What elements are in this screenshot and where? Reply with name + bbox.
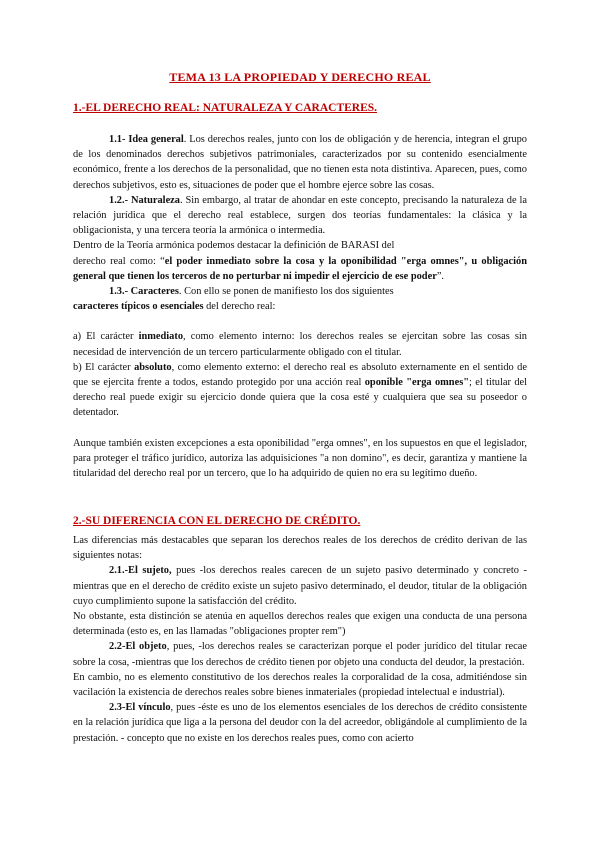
paragraph-1-2: 1.2.- Naturaleza. Sin embargo, al tratar de ahondar en este concepto, precisando la naturaleza de la relación jurídica que el derecho real establece, surgen dos teorías fundamentales: la clásica y la obligacionista, y una tercera teoría la armónica o intermedia. (73, 194, 527, 237)
paragraph-2-1: 2.1.-El sujeto, pues -los derechos reales carecen de un sujeto pasivo determinado y concreto -mientras que en el derecho de crédito existe un sujeto pasivo determinado, el deudor, titular de la obligación cuyo cumplimiento supone la satisfacción del crédito. (73, 565, 528, 607)
section-1-heading: 1.-EL DERECHO REAL: NATURALEZA Y CARACTERES. (73, 102, 378, 114)
spacer (73, 421, 527, 436)
document-title: TEMA 13 LA PROPIEDAD Y DERECHO REAL (169, 70, 431, 84)
paragraph-2-1-lead: 2.1.-El sujeto, (109, 565, 172, 577)
paragraph-2-2-lead: 2.2-El objeto (109, 641, 167, 653)
barasi-quote: el poder inmediato sobre la cosa y la oponibilidad "erga omnes", u obligación general que tienen los terceros de no perturbar ni impedir el ejercicio de ese poder (73, 255, 527, 282)
spacer (73, 314, 527, 329)
paragraph-1-2-lead: 1.2.- Naturaleza (109, 194, 180, 206)
paragraph-1-3: 1.3.- Caracteres. Con ello se ponen de manifiesto los dos siguientes caracteres típicos o esenciales del derecho real: (73, 286, 394, 313)
paragraph-2-3-lead: 2.3-El vínculo (109, 702, 171, 714)
closing-paragraph: Aunque también existen excepciones a esta oponibilidad "erga omnes", en los supuestos en que el legislador, para proteger el tráfico jurídico, autoriza las adquisiciones "a non domino", es decir, garantiza y mantiene la titularidad del derecho real por un tercero, que lo ha adquirido de quien no era su legítimo dueño. (73, 437, 527, 480)
paragraph-1-1-lead: 1.1- Idea general (109, 134, 184, 145)
paragraph-1-3-bold: caracteres típicos o esenciales (73, 301, 204, 313)
section-2-body (73, 533, 527, 746)
section-2-heading: 2.-SU DIFERENCIA CON EL DERECHO DE CRÉDITO. (73, 515, 361, 527)
section-1-body (73, 132, 527, 481)
section-2-intro: Las diferencias más destacables que separan los derechos reales de los derechos de crédito derivan de las siguientes notas: (73, 535, 527, 562)
paragraph-1-1: 1.1- Idea general. Los derechos reales, junto con los de obligación y de herencia, integran el grupo de los denominados derechos subjetivos patrimoniales, caracterizados por su contenido esencialmente económico, frente a los derechos de la personalidad, que no tienen esta nota distintiva. Aparecen, pues, como derechos subjetivos, esto es, situaciones de poder que el hombre ejerce sobre las cosas. (73, 134, 527, 191)
paragraph-1-2-barasi: Dentro de la Teoría armónica podemos destacar la definición de BARASI del (73, 240, 395, 252)
paragraph-1-3-lead: 1.3.- Caracteres (109, 286, 179, 298)
paragraph-2-3: 2.3-El vínculo, pues -éste es uno de los elementos esenciales de los derechos de crédito consistente en la relación jurídica que liga a la persona del deudor con la del acreedor, obligándole al cumplimiento de la prestación. - concepto que no existe en los derechos reales pues, como con acierto (73, 702, 527, 744)
paragraph-1-2-definition: derecho real como: “el poder inmediato sobre la cosa y la oponibilidad "erga omnes", u obligación general que tienen los terceros de no perturbar ni impedir el ejercicio de ese poder”. (73, 255, 527, 282)
item-b: b) El carácter absoluto, como elemento externo: el derecho real es absoluto externamente en el sentido de que se ejercita frente a todos, estando protegido por una acción real oponible "erga omnes"; el titular del derecho real puede exigir su ejercicio donde quiera que la cosa esté y cualquiera que sea su poseedor o detentador. (73, 361, 528, 419)
paragraph-2-1-note: No obstante, esta distinción se atenúa en aquellos derechos reales que exigen una conducta de una persona determinada (esto es, en las llamadas "obligaciones propter rem") (73, 611, 527, 638)
item-a: a) El carácter inmediato, como elemento interno: los derechos reales se ejercitan sobre las cosas sin necesidad de intervención de un tercero particularmente obligado con el titular. (73, 331, 527, 358)
paragraph-2-2-note: En cambio, no es elemento constitutivo de los derechos reales la corporalidad de la cosa, admitiéndose sin vacilación la existencia de derechos reales sobre bienes inmateriales (propiedad intelectual e industrial). (73, 671, 527, 699)
paragraph-2-2: 2.2-El objeto, pues, -los derechos reales se caracterizan porque el poder jurídico del titular recae sobre la cosa, -mientras que los derechos de crédito tienen por objeto una conducta del deudor, la prestación. (73, 641, 527, 668)
